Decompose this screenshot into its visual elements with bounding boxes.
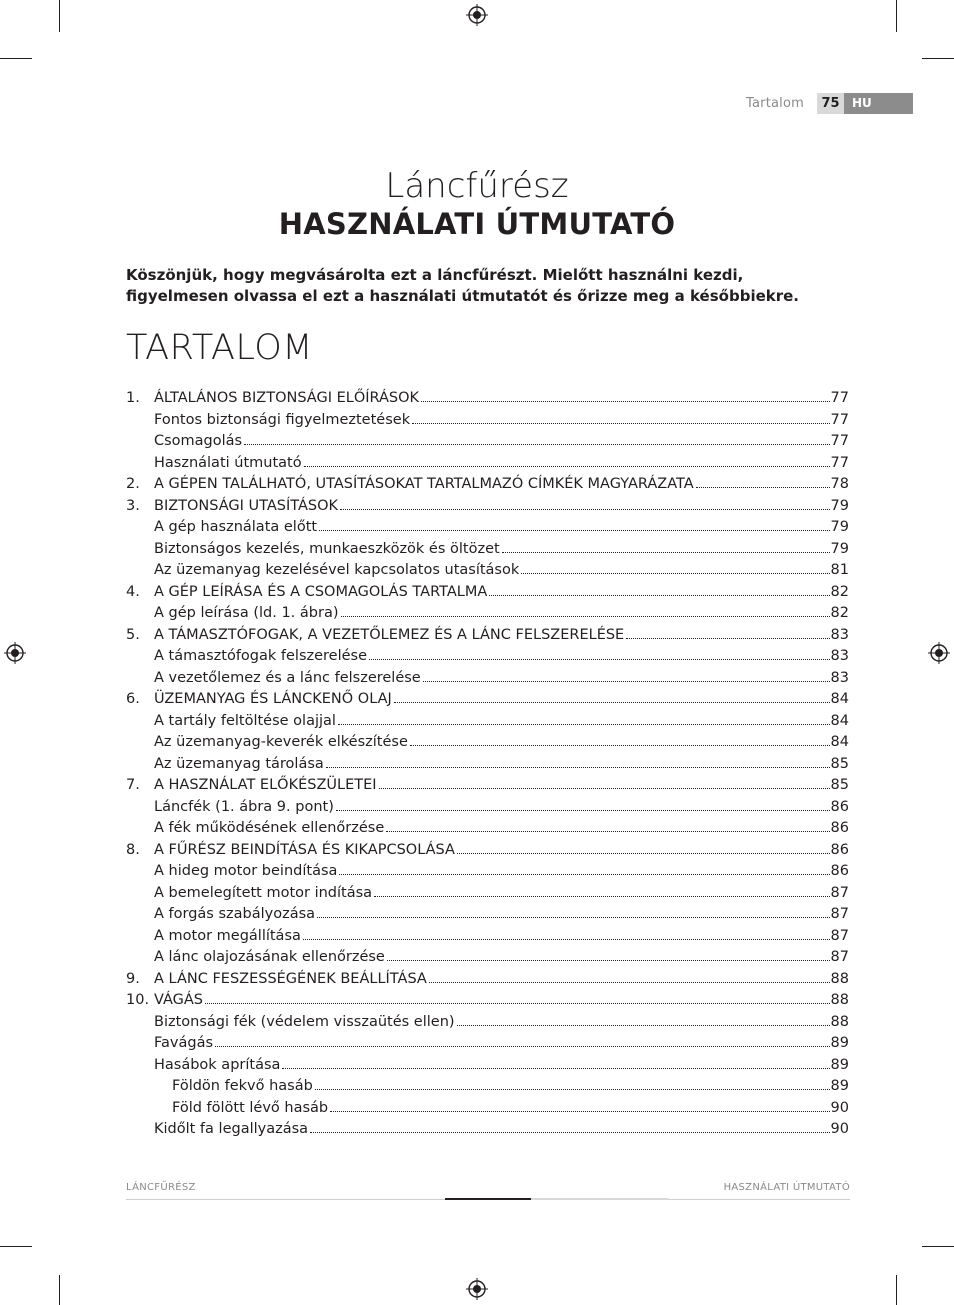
toc-entry[interactable] (126, 904, 849, 926)
toc-entry-title: Biztonságos kezelés, munkaeszközök és öltözet (154, 540, 500, 557)
document-subtitle: HASZNÁLATI ÚTMUTATÓ (278, 207, 676, 241)
toc-entry-title: Fontos biztonsági figyelmeztetések (154, 411, 411, 428)
toc-entry[interactable] (126, 474, 849, 496)
document-title: Láncfűrész (385, 166, 569, 206)
toc-entry[interactable] (126, 1076, 849, 1098)
crop-mark (59, 0, 60, 32)
toc-entry-page: 89 (830, 1078, 849, 1094)
toc-entry[interactable] (126, 410, 849, 432)
footer-left: LÁNCFŰRÉSZ (126, 1182, 196, 1193)
toc-entry[interactable] (126, 990, 849, 1012)
toc-dot-leader (282, 1067, 829, 1069)
crop-mark (922, 58, 954, 59)
toc-entry-page: 87 (830, 949, 849, 965)
toc-entry-page: 89 (830, 1035, 849, 1051)
toc-entry-page: 77 (830, 390, 849, 406)
toc-entry-title: A gép leírása (ld. 1. ábra) (154, 605, 339, 621)
toc-entry-title: ÁLTALÁNOS BIZTONSÁGI ELŐÍRÁSOK (154, 390, 420, 406)
toc-entry-number: 10. (126, 992, 150, 1008)
toc-entry-title: A motor megállítása (154, 927, 301, 944)
toc-entry-page: 87 (830, 884, 849, 901)
toc-entry-title: Csomagolás (154, 433, 243, 449)
toc-entry-page: 88 (830, 1013, 849, 1030)
toc-entry[interactable] (126, 711, 849, 733)
toc-entry-page: 81 (830, 562, 849, 578)
toc-entry-page: 85 (830, 777, 849, 793)
toc-entry[interactable] (126, 388, 849, 410)
toc-entry-page: 89 (830, 1056, 849, 1073)
toc-entry-title: A támasztófogak felszerelése (154, 648, 368, 664)
toc-entry-page: 88 (830, 970, 849, 987)
toc-dot-leader (386, 830, 829, 832)
toc-entry-page: 83 (830, 648, 849, 664)
toc-entry-page: 85 (830, 755, 849, 772)
toc-dot-leader (412, 422, 829, 424)
toc-entry[interactable] (126, 668, 849, 690)
toc-entry-page: 84 (830, 712, 849, 729)
toc-dot-leader (489, 594, 829, 596)
toc-dot-leader (315, 1088, 830, 1090)
toc-entry-page: 87 (830, 927, 849, 944)
footer-accent-bar (445, 1198, 531, 1200)
toc-entry[interactable] (126, 689, 849, 711)
page-number: 75 (817, 93, 844, 114)
toc-entry-number: 3. (126, 497, 140, 514)
toc-entry-title: Az üzemanyag-keverék elkészítése (154, 734, 408, 750)
toc-dot-leader (387, 959, 830, 961)
toc-entry-title: Használati útmutató (154, 454, 302, 471)
toc-entry-title: A LÁNC FESZESSÉGÉNEK BEÁLLÍTÁSA (154, 970, 427, 987)
toc-dot-leader (457, 1024, 830, 1026)
toc-entry-page: 86 (830, 863, 849, 879)
toc-entry[interactable] (126, 1033, 849, 1055)
toc-dot-leader (521, 572, 829, 574)
toc-entry[interactable] (126, 840, 849, 862)
toc-entry[interactable] (126, 797, 849, 819)
toc-dot-leader (336, 809, 830, 811)
toc-dot-leader (215, 1045, 830, 1047)
toc-entry-title: Az üzemanyag kezelésével kapcsolatos utasítások (154, 562, 520, 578)
toc-entry-title: Föld fölött lévő hasáb (172, 1099, 329, 1116)
toc-dot-leader (330, 1110, 829, 1112)
toc-entry[interactable] (126, 646, 849, 668)
toc-entry[interactable] (126, 775, 849, 797)
toc-dot-leader (394, 701, 830, 703)
toc-entry-page: 86 (830, 841, 849, 858)
crop-mark (59, 1275, 60, 1305)
toc-entry-title: Láncfék (1. ábra 9. pont) (154, 798, 334, 815)
toc-entry-title: A GÉP LEÍRÁSA ÉS A CSOMAGOLÁS TARTALMA (154, 583, 488, 600)
toc-entry[interactable] (126, 539, 849, 561)
toc-entry-page: 83 (830, 626, 849, 643)
toc-dot-leader (457, 852, 830, 854)
toc-entry-page: 88 (830, 992, 849, 1008)
crosshair-circle-icon (928, 642, 950, 664)
toc-dot-leader (317, 916, 830, 918)
crop-mark (922, 1246, 954, 1247)
toc-entry-page: 79 (830, 519, 849, 535)
toc-entry[interactable] (126, 431, 849, 453)
toc-entry-title: A GÉPEN TALÁLHATÓ, UTASÍTÁSOKAT TARTALMAZÓ CÍMKÉK MAGYARÁZATA (154, 476, 694, 492)
toc-entry-page: 79 (830, 497, 849, 514)
crop-mark (0, 1246, 32, 1247)
toc-entry-number: 9. (126, 970, 140, 987)
toc-entry[interactable] (126, 969, 849, 991)
toc-entry-number: 7. (126, 777, 140, 793)
toc-entry[interactable] (126, 1055, 849, 1077)
toc-entry[interactable] (126, 496, 849, 518)
toc-dot-leader (423, 680, 830, 682)
intro-paragraph: Köszönjük, hogy megvásárolta ezt a láncfűrészt. Mielőtt használni kezdi, figyelmesen olvassa el ezt a használati útmutatót és őrizze meg a későbbiekre. (126, 266, 800, 305)
toc-entry-title: Favágás (154, 1035, 214, 1051)
toc-dot-leader (626, 637, 829, 639)
toc-dot-leader (374, 895, 829, 897)
toc-entry-title: A fék működésének ellenőrzése (154, 820, 385, 836)
toc-entry[interactable] (126, 560, 849, 582)
toc-entry-page: 79 (830, 540, 849, 557)
crop-mark (896, 0, 897, 32)
toc-dot-leader (304, 465, 830, 467)
toc-dot-leader (410, 744, 830, 746)
toc-entry[interactable] (126, 517, 849, 539)
toc-entry-page: 86 (830, 820, 849, 836)
toc-entry-page: 82 (830, 605, 849, 621)
toc-entry[interactable] (126, 883, 849, 905)
running-header-section: Tartalom (746, 96, 804, 111)
toc-entry-title: A lánc olajozásának ellenőrzése (154, 949, 385, 965)
toc-entry[interactable] (126, 625, 849, 647)
toc-entry-title: Kidőlt fa legallyazása (154, 1121, 309, 1137)
toc-entry[interactable] (126, 1119, 849, 1141)
language-tab: HU (844, 93, 913, 114)
toc-entry-title: A vezetőlemez és a lánc felszerelése (154, 669, 421, 686)
toc-dot-leader (205, 1002, 830, 1004)
toc-entry-title: A hideg motor beindítása (154, 863, 338, 879)
toc-entry-title: A TÁMASZTÓFOGAK, A VEZETŐLEMEZ ÉS A LÁNC FELSZERELÉSE (154, 626, 625, 643)
toc-entry-title: A forgás szabályozása (154, 906, 316, 922)
toc-dot-leader (369, 658, 830, 660)
toc-entry-page: 87 (830, 906, 849, 922)
toc-entry-page: 83 (830, 669, 849, 686)
crosshair-circle-icon (4, 642, 26, 664)
toc-entry-title: BIZTONSÁGI UTASÍTÁSOK (154, 497, 339, 514)
toc-dot-leader (421, 400, 829, 402)
crosshair-circle-icon (466, 4, 488, 26)
toc-dot-leader (340, 508, 829, 510)
toc-entry[interactable] (126, 818, 849, 840)
toc-entry-title: Hasábok aprítása (154, 1056, 281, 1073)
toc-entry-page: 90 (830, 1099, 849, 1116)
toc-entry-page: 84 (830, 691, 849, 707)
toc-entry[interactable] (126, 926, 849, 948)
toc-entry-title: A FŰRÉSZ BEINDÍTÁSA ÉS KIKAPCSOLÁSA (154, 841, 455, 858)
toc-entry-page: 77 (830, 433, 849, 449)
toc-dot-leader (338, 723, 830, 725)
toc-entry-title: A HASZNÁLAT ELŐKÉSZÜLETEI (154, 777, 377, 793)
toc-dot-leader (339, 873, 829, 875)
toc-dot-leader (326, 766, 830, 768)
toc-entry-number: 4. (126, 583, 140, 600)
toc-entry-number: 2. (126, 476, 140, 492)
toc-entry[interactable] (126, 754, 849, 776)
toc-entry-page: 77 (830, 454, 849, 471)
toc-dot-leader (429, 981, 830, 983)
toc-entry-number: 1. (126, 390, 140, 406)
toc-entry-title: A gép használata előtt (154, 519, 318, 535)
toc-dot-leader (310, 1131, 830, 1133)
crop-mark (0, 58, 32, 59)
toc-entry-page: 84 (830, 734, 849, 750)
toc-heading: TARTALOM (126, 328, 313, 368)
toc-entry-number: 6. (126, 691, 140, 707)
toc-dot-leader (319, 529, 829, 531)
toc-entry-page: 86 (830, 798, 849, 815)
footer-right: HASZNÁLATI ÚTMUTATÓ (723, 1182, 850, 1193)
toc-entry-number: 5. (126, 626, 140, 643)
toc-entry-title: Földön fekvő hasáb (172, 1078, 313, 1094)
toc-entry-number: 8. (126, 841, 140, 858)
toc-entry[interactable] (126, 582, 849, 604)
toc-dot-leader (379, 787, 830, 789)
toc-entry-title: ÜZEMANYAG ÉS LÁNCKENŐ OLAJ (154, 691, 392, 707)
toc-entry[interactable] (126, 1012, 849, 1034)
toc-entry-page: 90 (830, 1121, 849, 1137)
toc-entry-title: Az üzemanyag tárolása (154, 755, 324, 772)
toc-dot-leader (696, 486, 830, 488)
table-of-contents (126, 388, 849, 1141)
toc-entry-title: A bemelegített motor indítása (154, 884, 373, 901)
toc-entry-page: 77 (830, 411, 849, 428)
toc-entry-page: 82 (830, 583, 849, 600)
footer-accent-bar-light (531, 1198, 669, 1200)
toc-entry[interactable] (126, 947, 849, 969)
toc-entry[interactable] (126, 861, 849, 883)
toc-dot-leader (341, 615, 830, 617)
toc-dot-leader (502, 551, 830, 553)
toc-entry[interactable] (126, 1098, 849, 1120)
toc-entry[interactable] (126, 603, 849, 625)
toc-entry[interactable] (126, 453, 849, 475)
crop-mark (896, 1275, 897, 1305)
toc-entry-title: VÁGÁS (154, 992, 204, 1008)
toc-entry[interactable] (126, 732, 849, 754)
toc-dot-leader (303, 938, 830, 940)
toc-entry-title: A tartály feltöltése olajjal (154, 712, 336, 729)
toc-dot-leader (244, 443, 829, 445)
toc-entry-title: Biztonsági fék (védelem visszaütés ellen) (154, 1013, 455, 1030)
toc-entry-page: 78 (830, 476, 849, 492)
crosshair-circle-icon (466, 1278, 488, 1300)
